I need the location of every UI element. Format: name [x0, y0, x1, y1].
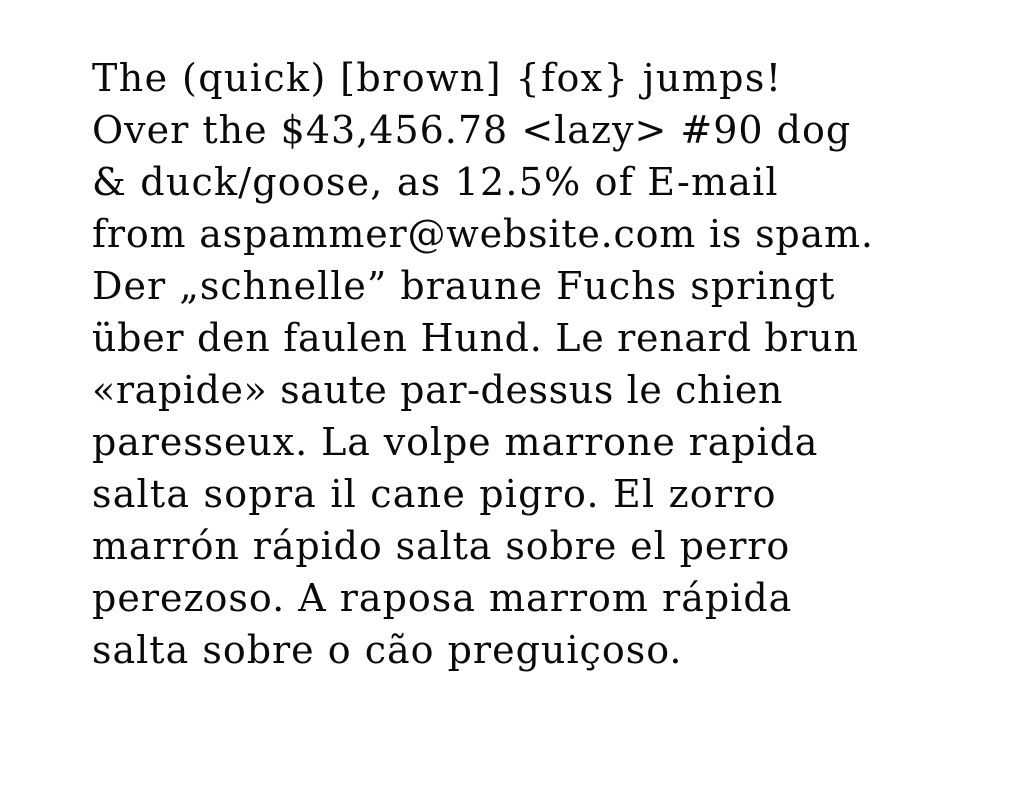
text-line: Der „schnelle” braune Fuchs springt [92, 264, 836, 308]
text-line: salta sopra il cane pigro. El zorro [92, 472, 777, 516]
text-line: über den faulen Hund. Le renard brun [92, 316, 859, 360]
text-line: «rapide» saute par-dessus le chien [92, 368, 784, 412]
text-line: paresseux. La volpe marrone rapida [92, 420, 819, 464]
text-line: Over the $43,456.78 <lazy> #90 dog [92, 108, 852, 152]
text-line: marrón rápido salta sobre el perro [92, 524, 791, 568]
text-line: from aspammer@website.com is spam. [92, 212, 874, 256]
text-line: perezoso. A raposa marrom rápida [92, 576, 793, 620]
text-line: salta sobre o cão preguiçoso. [92, 628, 683, 672]
text-line: The (quick) [brown] {fox} jumps! [92, 56, 783, 100]
text-line: & duck/goose, as 12.5% of E-mail [92, 160, 779, 204]
scanned-text-block [92, 52, 952, 676]
